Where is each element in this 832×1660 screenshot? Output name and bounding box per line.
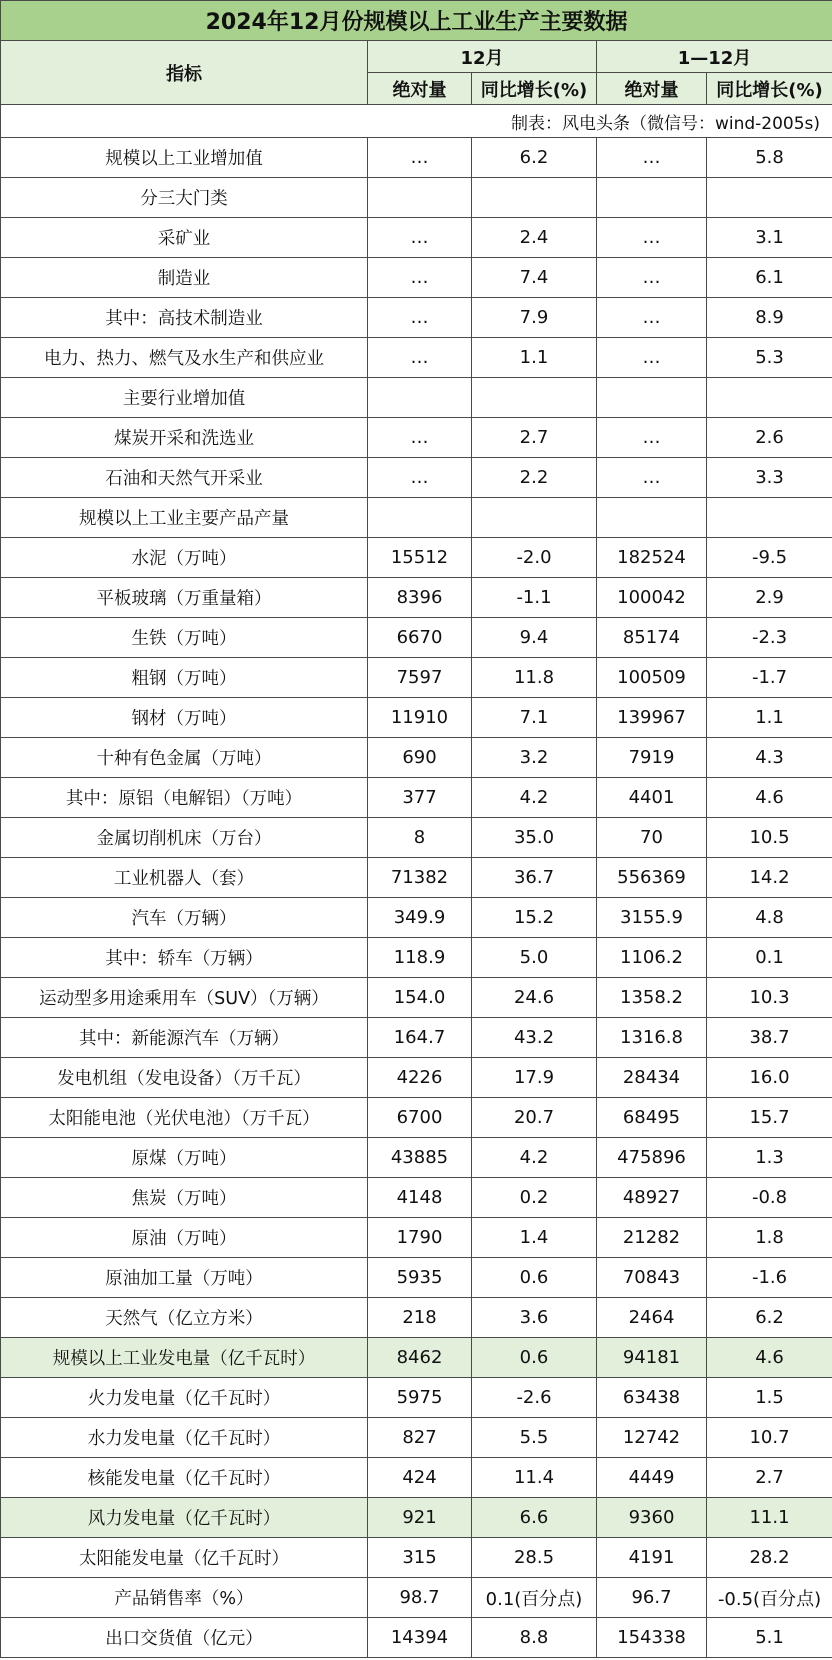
jan-dec-yoy-cell: 14.2	[707, 858, 832, 898]
december-absolute-cell: …	[368, 298, 472, 338]
december-absolute-cell: …	[368, 458, 472, 498]
indicator-cell: 运动型多用途乘用车（SUV）（万辆）	[1, 978, 368, 1018]
jan-dec-absolute-cell: 9360	[597, 1498, 707, 1538]
indicator-cell: 水泥（万吨）	[1, 538, 368, 578]
december-absolute-cell: 377	[368, 778, 472, 818]
jan-dec-yoy-cell: 16.0	[707, 1058, 832, 1098]
table-row	[1, 1618, 832, 1658]
jan-dec-absolute-cell: 4401	[597, 778, 707, 818]
jan-dec-yoy-cell: 4.3	[707, 738, 832, 778]
december-yoy-cell: 2.7	[472, 418, 597, 458]
jan-dec-yoy-cell: 4.8	[707, 898, 832, 938]
jan-dec-absolute-cell: …	[597, 418, 707, 458]
december-yoy-cell: 43.2	[472, 1018, 597, 1058]
table-row	[1, 698, 832, 738]
december-yoy-cell: 24.6	[472, 978, 597, 1018]
december-yoy-cell: 7.1	[472, 698, 597, 738]
december-absolute-cell: 921	[368, 1498, 472, 1538]
indicator-cell: 规模以上工业发电量（亿千瓦时）	[1, 1338, 368, 1378]
jan-dec-absolute-cell: 100042	[597, 578, 707, 618]
table-row	[1, 298, 832, 338]
jan-dec-yoy-cell: 3.3	[707, 458, 832, 498]
table-row	[1, 1378, 832, 1418]
december-yoy-cell: 36.7	[472, 858, 597, 898]
jan-dec-absolute-cell: 1358.2	[597, 978, 707, 1018]
december-absolute-cell: 14394	[368, 1618, 472, 1658]
december-absolute-cell: 98.7	[368, 1578, 472, 1618]
jan-dec-yoy-cell: 10.5	[707, 818, 832, 858]
jan-dec-yoy-cell: -1.7	[707, 658, 832, 698]
jan-dec-yoy-cell: 4.6	[707, 1338, 832, 1378]
december-yoy-cell: 4.2	[472, 1138, 597, 1178]
jan-dec-absolute-cell: 85174	[597, 618, 707, 658]
jan-dec-yoy-cell: 1.3	[707, 1138, 832, 1178]
december-yoy-cell: 11.8	[472, 658, 597, 698]
jan-dec-yoy-cell: 0.1	[707, 938, 832, 978]
december-yoy-cell: 5.5	[472, 1418, 597, 1458]
indicator-cell: 原煤（万吨）	[1, 1138, 368, 1178]
table-title: 2024年12月份规模以上工业生产主要数据	[1, 1, 832, 41]
jan-dec-absolute-cell: 28434	[597, 1058, 707, 1098]
indicator-cell: 其中：轿车（万辆）	[1, 938, 368, 978]
december-absolute-cell: 827	[368, 1418, 472, 1458]
header-indicator: 指标	[1, 41, 368, 105]
december-yoy-cell	[472, 498, 597, 538]
indicator-cell: 制造业	[1, 258, 368, 298]
jan-dec-yoy-cell: 2.9	[707, 578, 832, 618]
indicator-cell: 采矿业	[1, 218, 368, 258]
jan-dec-yoy-cell	[707, 378, 832, 418]
jan-dec-yoy-cell: 4.6	[707, 778, 832, 818]
december-yoy-cell: -2.6	[472, 1378, 597, 1418]
table-row	[1, 258, 832, 298]
jan-dec-absolute-cell: …	[597, 338, 707, 378]
december-yoy-cell: 11.4	[472, 1458, 597, 1498]
indicator-cell: 规模以上工业主要产品产量	[1, 498, 368, 538]
december-absolute-cell: 43885	[368, 1138, 472, 1178]
table-row	[1, 498, 832, 538]
header-period-jan-dec: 1—12月	[597, 41, 832, 73]
jan-dec-absolute-cell	[597, 378, 707, 418]
december-absolute-cell: 11910	[368, 698, 472, 738]
december-absolute-cell	[368, 178, 472, 218]
december-absolute-cell: 8462	[368, 1338, 472, 1378]
indicator-cell: 太阳能发电量（亿千瓦时）	[1, 1538, 368, 1578]
table-row	[1, 898, 832, 938]
table-row	[1, 1178, 832, 1218]
december-yoy-cell: 3.2	[472, 738, 597, 778]
indicator-cell: 其中：高技术制造业	[1, 298, 368, 338]
jan-dec-yoy-cell: 1.8	[707, 1218, 832, 1258]
december-absolute-cell: 690	[368, 738, 472, 778]
table-row	[1, 1218, 832, 1258]
december-absolute-cell: 164.7	[368, 1018, 472, 1058]
note-row	[1, 105, 832, 138]
indicator-cell: 原油加工量（万吨）	[1, 1258, 368, 1298]
december-yoy-cell: 20.7	[472, 1098, 597, 1138]
jan-dec-absolute-cell: 1106.2	[597, 938, 707, 978]
december-absolute-cell: …	[368, 138, 472, 178]
header-row-periods	[1, 41, 832, 73]
jan-dec-absolute-cell: 21282	[597, 1218, 707, 1258]
december-yoy-cell: 7.9	[472, 298, 597, 338]
december-yoy-cell: 17.9	[472, 1058, 597, 1098]
december-yoy-cell: 8.8	[472, 1618, 597, 1658]
jan-dec-yoy-cell: 38.7	[707, 1018, 832, 1058]
december-absolute-cell: …	[368, 418, 472, 458]
december-absolute-cell: 5935	[368, 1258, 472, 1298]
december-absolute-cell: …	[368, 218, 472, 258]
table-row	[1, 1138, 832, 1178]
table-row	[1, 1458, 832, 1498]
december-yoy-cell	[472, 178, 597, 218]
jan-dec-yoy-cell: 5.3	[707, 338, 832, 378]
jan-dec-absolute-cell	[597, 178, 707, 218]
december-absolute-cell	[368, 498, 472, 538]
jan-dec-yoy-cell: 2.7	[707, 1458, 832, 1498]
indicator-cell: 十种有色金属（万吨）	[1, 738, 368, 778]
december-yoy-cell: -2.0	[472, 538, 597, 578]
december-yoy-cell: 28.5	[472, 1538, 597, 1578]
indicator-cell: 电力、热力、燃气及水生产和供应业	[1, 338, 368, 378]
jan-dec-yoy-cell: -0.5(百分点)	[707, 1578, 832, 1618]
jan-dec-absolute-cell: 7919	[597, 738, 707, 778]
indicator-cell: 焦炭（万吨）	[1, 1178, 368, 1218]
jan-dec-absolute-cell: 63438	[597, 1378, 707, 1418]
table-row	[1, 218, 832, 258]
indicator-cell: 汽车（万辆）	[1, 898, 368, 938]
jan-dec-absolute-cell: 475896	[597, 1138, 707, 1178]
table-row	[1, 1338, 832, 1378]
header-yoy-december: 同比增长(%)	[472, 73, 597, 105]
december-yoy-cell: 4.2	[472, 778, 597, 818]
table-row	[1, 578, 832, 618]
table-row	[1, 1258, 832, 1298]
table-row	[1, 458, 832, 498]
indicator-cell: 石油和天然气开采业	[1, 458, 368, 498]
jan-dec-absolute-cell: …	[597, 458, 707, 498]
jan-dec-absolute-cell: 139967	[597, 698, 707, 738]
table-row	[1, 1018, 832, 1058]
header-yoy-jan-dec: 同比增长(%)	[707, 73, 832, 105]
table-row	[1, 938, 832, 978]
table-row	[1, 1578, 832, 1618]
jan-dec-absolute-cell: …	[597, 138, 707, 178]
december-yoy-cell: 0.2	[472, 1178, 597, 1218]
jan-dec-absolute-cell: 2464	[597, 1298, 707, 1338]
jan-dec-absolute-cell: …	[597, 218, 707, 258]
jan-dec-yoy-cell: 11.1	[707, 1498, 832, 1538]
jan-dec-absolute-cell: …	[597, 298, 707, 338]
indicator-cell: 水力发电量（亿千瓦时）	[1, 1418, 368, 1458]
jan-dec-absolute-cell: 182524	[597, 538, 707, 578]
table-row	[1, 738, 832, 778]
december-yoy-cell: 9.4	[472, 618, 597, 658]
indicator-cell: 核能发电量（亿千瓦时）	[1, 1458, 368, 1498]
indicator-cell: 出口交货值（亿元）	[1, 1618, 368, 1658]
jan-dec-yoy-cell: 3.1	[707, 218, 832, 258]
jan-dec-yoy-cell: 10.3	[707, 978, 832, 1018]
table-row	[1, 138, 832, 178]
indicator-cell: 平板玻璃（万重量箱）	[1, 578, 368, 618]
indicator-cell: 发电机组（发电设备）（万千瓦）	[1, 1058, 368, 1098]
header-abs-december: 绝对量	[368, 73, 472, 105]
jan-dec-absolute-cell: 96.7	[597, 1578, 707, 1618]
table-row	[1, 658, 832, 698]
december-yoy-cell: 0.1(百分点)	[472, 1578, 597, 1618]
indicator-cell: 工业机器人（套）	[1, 858, 368, 898]
table-row	[1, 178, 832, 218]
indicator-cell: 生铁（万吨）	[1, 618, 368, 658]
indicator-cell: 天然气（亿立方米）	[1, 1298, 368, 1338]
jan-dec-yoy-cell: 1.5	[707, 1378, 832, 1418]
december-yoy-cell: 1.1	[472, 338, 597, 378]
indicator-cell: 原油（万吨）	[1, 1218, 368, 1258]
jan-dec-absolute-cell: 94181	[597, 1338, 707, 1378]
table-row	[1, 338, 832, 378]
jan-dec-absolute-cell: 154338	[597, 1618, 707, 1658]
jan-dec-yoy-cell: 5.8	[707, 138, 832, 178]
table-row	[1, 1058, 832, 1098]
jan-dec-yoy-cell: 10.7	[707, 1418, 832, 1458]
december-yoy-cell: 0.6	[472, 1338, 597, 1378]
december-absolute-cell: 8396	[368, 578, 472, 618]
december-absolute-cell: 424	[368, 1458, 472, 1498]
jan-dec-yoy-cell: 6.1	[707, 258, 832, 298]
december-absolute-cell: 6700	[368, 1098, 472, 1138]
jan-dec-absolute-cell: 12742	[597, 1418, 707, 1458]
indicator-cell: 产品销售率（%）	[1, 1578, 368, 1618]
december-yoy-cell: 0.6	[472, 1258, 597, 1298]
jan-dec-yoy-cell	[707, 498, 832, 538]
table-row	[1, 778, 832, 818]
jan-dec-absolute-cell: 48927	[597, 1178, 707, 1218]
jan-dec-yoy-cell: 5.1	[707, 1618, 832, 1658]
december-absolute-cell: 8	[368, 818, 472, 858]
jan-dec-yoy-cell: -1.6	[707, 1258, 832, 1298]
december-yoy-cell	[472, 378, 597, 418]
december-absolute-cell: …	[368, 258, 472, 298]
december-yoy-cell: 2.2	[472, 458, 597, 498]
table-row	[1, 378, 832, 418]
jan-dec-yoy-cell: -2.3	[707, 618, 832, 658]
december-absolute-cell: …	[368, 338, 472, 378]
december-absolute-cell: 154.0	[368, 978, 472, 1018]
indicator-cell: 规模以上工业增加值	[1, 138, 368, 178]
december-absolute-cell: 71382	[368, 858, 472, 898]
title-row	[1, 1, 832, 41]
indicator-cell: 钢材（万吨）	[1, 698, 368, 738]
table-row	[1, 818, 832, 858]
december-absolute-cell: 349.9	[368, 898, 472, 938]
jan-dec-yoy-cell: 15.7	[707, 1098, 832, 1138]
indicator-cell: 太阳能电池（光伏电池）（万千瓦）	[1, 1098, 368, 1138]
indicator-cell: 分三大门类	[1, 178, 368, 218]
indicator-cell: 主要行业增加值	[1, 378, 368, 418]
jan-dec-yoy-cell: -9.5	[707, 538, 832, 578]
table-row	[1, 978, 832, 1018]
december-yoy-cell: 6.6	[472, 1498, 597, 1538]
jan-dec-absolute-cell: 4449	[597, 1458, 707, 1498]
jan-dec-absolute-cell: 100509	[597, 658, 707, 698]
december-absolute-cell: 4148	[368, 1178, 472, 1218]
jan-dec-absolute-cell: 70	[597, 818, 707, 858]
jan-dec-absolute-cell: 4191	[597, 1538, 707, 1578]
december-absolute-cell: 218	[368, 1298, 472, 1338]
jan-dec-yoy-cell: 28.2	[707, 1538, 832, 1578]
december-yoy-cell: 35.0	[472, 818, 597, 858]
indicator-cell: 煤炭开采和洗选业	[1, 418, 368, 458]
december-absolute-cell: 6670	[368, 618, 472, 658]
jan-dec-absolute-cell: 3155.9	[597, 898, 707, 938]
december-absolute-cell: 7597	[368, 658, 472, 698]
jan-dec-yoy-cell: 2.6	[707, 418, 832, 458]
source-note: 制表：风电头条（微信号：wind-2005s)	[1, 105, 832, 138]
header-abs-jan-dec: 绝对量	[597, 73, 707, 105]
jan-dec-absolute-cell: 1316.8	[597, 1018, 707, 1058]
jan-dec-absolute-cell: …	[597, 258, 707, 298]
table-row	[1, 1098, 832, 1138]
december-absolute-cell: 15512	[368, 538, 472, 578]
indicator-cell: 金属切削机床（万台）	[1, 818, 368, 858]
jan-dec-yoy-cell	[707, 178, 832, 218]
jan-dec-yoy-cell: 1.1	[707, 698, 832, 738]
indicator-cell: 粗钢（万吨）	[1, 658, 368, 698]
december-absolute-cell: 118.9	[368, 938, 472, 978]
indicator-cell: 火力发电量（亿千瓦时）	[1, 1378, 368, 1418]
table-row	[1, 418, 832, 458]
jan-dec-absolute-cell	[597, 498, 707, 538]
jan-dec-yoy-cell: 8.9	[707, 298, 832, 338]
december-absolute-cell: 315	[368, 1538, 472, 1578]
table-row	[1, 1498, 832, 1538]
december-yoy-cell: 6.2	[472, 138, 597, 178]
december-yoy-cell: -1.1	[472, 578, 597, 618]
december-yoy-cell: 5.0	[472, 938, 597, 978]
december-yoy-cell: 7.4	[472, 258, 597, 298]
table-row	[1, 538, 832, 578]
table-row	[1, 1298, 832, 1338]
december-yoy-cell: 15.2	[472, 898, 597, 938]
december-absolute-cell: 1790	[368, 1218, 472, 1258]
december-absolute-cell: 4226	[368, 1058, 472, 1098]
table-row	[1, 1538, 832, 1578]
december-yoy-cell: 3.6	[472, 1298, 597, 1338]
indicator-cell: 风力发电量（亿千瓦时）	[1, 1498, 368, 1538]
jan-dec-absolute-cell: 70843	[597, 1258, 707, 1298]
indicator-cell: 其中：新能源汽车（万辆）	[1, 1018, 368, 1058]
table-row	[1, 1418, 832, 1458]
jan-dec-absolute-cell: 68495	[597, 1098, 707, 1138]
table-row	[1, 618, 832, 658]
jan-dec-yoy-cell: -0.8	[707, 1178, 832, 1218]
december-yoy-cell: 2.4	[472, 218, 597, 258]
jan-dec-yoy-cell: 6.2	[707, 1298, 832, 1338]
table-row	[1, 858, 832, 898]
header-period-december: 12月	[368, 41, 597, 73]
december-yoy-cell: 1.4	[472, 1218, 597, 1258]
jan-dec-absolute-cell: 556369	[597, 858, 707, 898]
december-absolute-cell	[368, 378, 472, 418]
december-absolute-cell: 5975	[368, 1378, 472, 1418]
indicator-cell: 其中：原铝（电解铝）（万吨）	[1, 778, 368, 818]
